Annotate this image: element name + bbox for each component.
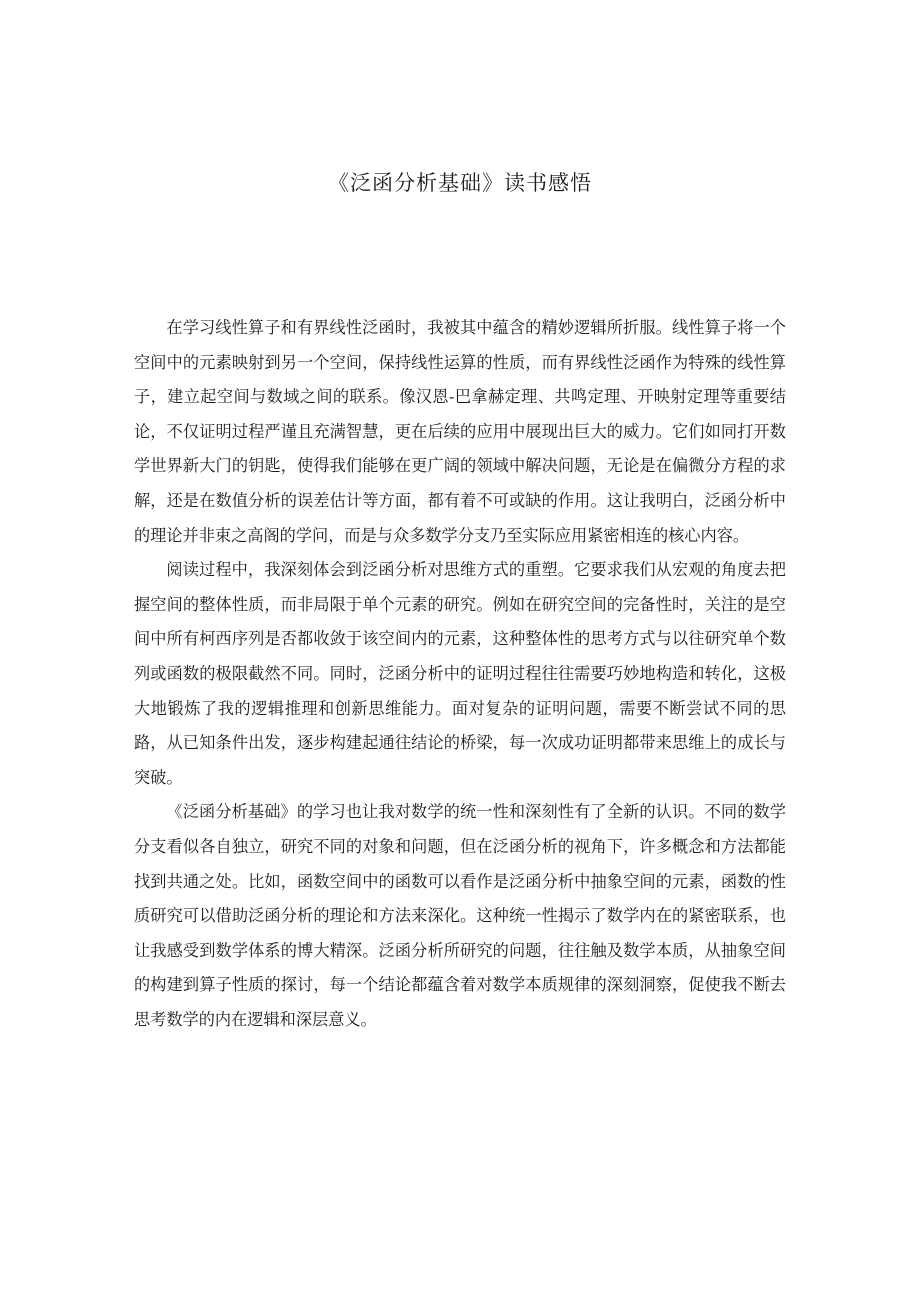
document-body (134, 311, 786, 1037)
paragraph-3: 《泛函分析基础》的学习也让我对数学的统一性和深刻性有了全新的认识。不同的数学分支看似各自独立，研究不同的对象和问题，但在泛函分析的视角下，许多概念和方法都能找到共通之处。比如，函数空间中的函数可以看作是泛函分析中抽象空间的元素，函数的性质研究可以借助泛函分析的理论和方法来深化。这种统一性揭示了数学内在的紧密联系，也让我感受到数学体系的博大精深。泛函分析所研究的问题，往往触及数学本质，从抽象空间的构建到算子性质的探讨，每一个结论都蕴含着对数学本质规律的深刻洞察，促使我不断去思考数学的内在逻辑和深层意义。 (134, 802, 786, 1029)
paragraph-1: 在学习线性算子和有界线性泛函时，我被其中蕴含的精妙逻辑所折服。线性算子将一个空间中的元素映射到另一个空间，保持线性运算的性质，而有界线性泛函作为特殊的线性算子，建立起空间与数域之间的联系。像汉恩-巴拿赫定理、共鸣定理、开映射定理等重要结论，不仅证明过程严谨且充满智慧，更在后续的应用中展现出巨大的威力。它们如同打开数学世界新大门的钥匙，使得我们能够在更广阔的领域中解决问题，无论是在偏微分方程的求解，还是在数值分析的误差估计等方面，都有着不可或缺的作用。这让我明白，泛函分析中的理论并非束之高阁的学问，而是与众多数学分支乃至实际应用紧密相连的核心内容。 (134, 318, 786, 545)
paragraph-2: 阅读过程中，我深刻体会到泛函分析对思维方式的重塑。它要求我们从宏观的角度去把握空间的整体性质，而非局限于单个元素的研究。例如在研究空间的完备性时，关注的是空间中所有柯西序列是否都收敛于该空间内的元素，这种整体性的思考方式与以往研究单个数列或函数的极限截然不同。同时，泛函分析中的证明过程往往需要巧妙地构造和转化，这极大地锻炼了我的逻辑推理和创新思维能力。面对复杂的证明问题，需要不断尝试不同的思路，从已知条件出发，逐步构建起通往结论的桥梁，每一次成功证明都带来思维上的成长与突破。 (134, 560, 786, 787)
page-title: 《泛函分析基础》读书感悟 (328, 171, 592, 195)
